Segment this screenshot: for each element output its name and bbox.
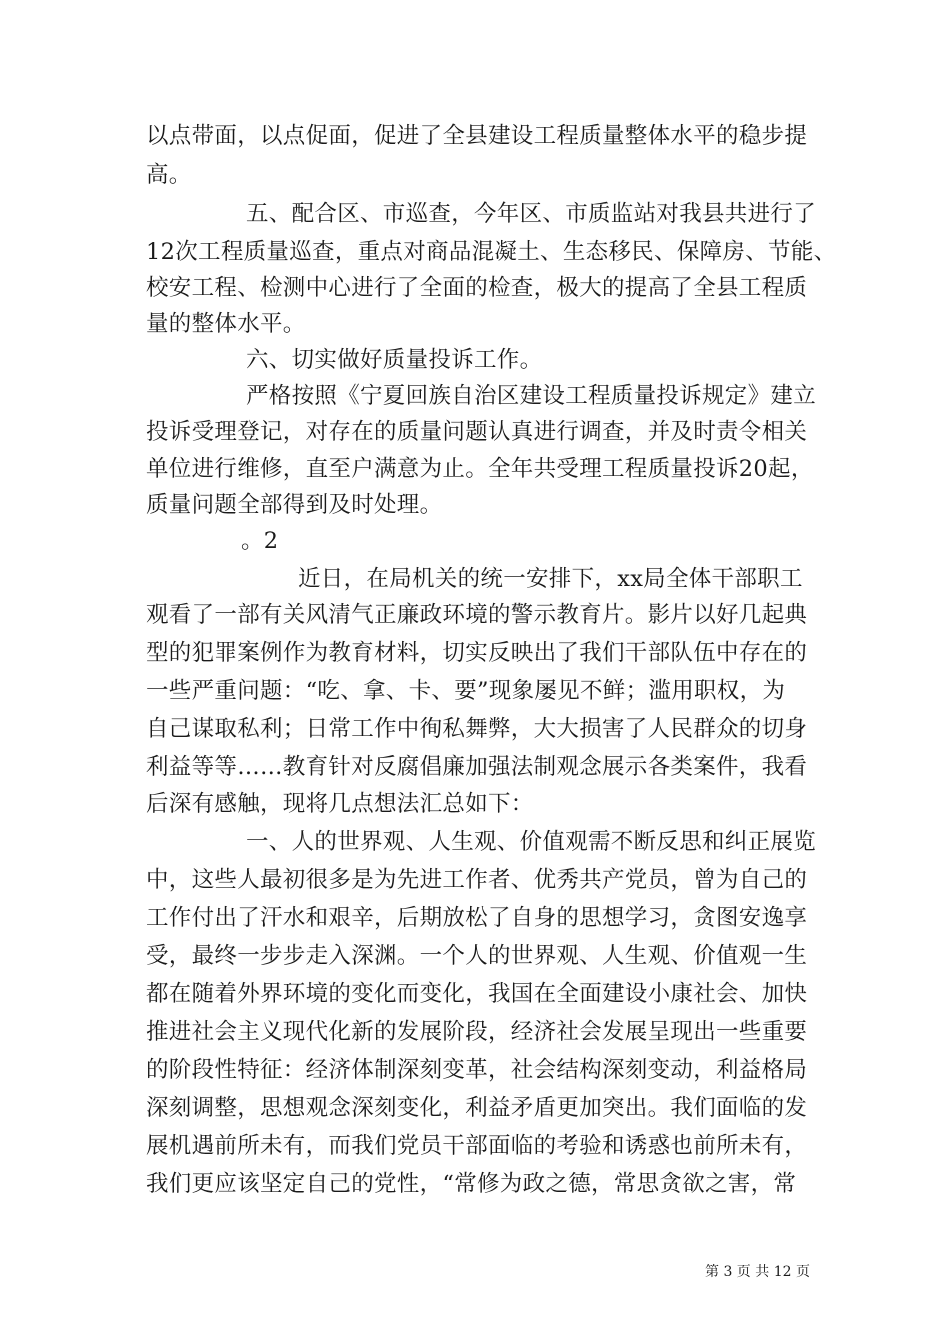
text-line: 校安工程、检测中心进行了全面的检查，极大的提高了全县工程质: [146, 275, 808, 301]
text-line: 量的整体水平。: [146, 311, 306, 337]
text-line: 利益等等……教育针对反腐倡廉加强法制观念展示各类案件，我看: [146, 754, 808, 780]
section-heading: 六、切实做好质量投诉工作。: [246, 347, 543, 373]
text-line: 以点带面，以点促面，促进了全县建设工程质量整体水平的稳步提: [146, 123, 808, 149]
text-line: 单位进行维修，直至户满意为止。全年共受理工程质量投诉20起，: [146, 456, 814, 482]
text-line: 质量问题全部得到及时处理。: [146, 492, 443, 518]
text-line: 严格按照《宁夏回族自治区建设工程质量投诉规定》建立: [246, 383, 817, 409]
text-line: 深刻调整，思想观念深刻变化，利益矛盾更加突出。我们面临的发: [146, 1095, 808, 1121]
text-line: 中，这些人最初很多是为先进工作者、优秀共产党员，曾为自己的: [146, 867, 808, 893]
text-line: 我们更应该坚定自己的党性，“常修为政之德，常思贪欲之害，常: [146, 1171, 797, 1197]
text-line: 投诉受理登记，对存在的质量问题认真进行调查，并及时责令相关: [146, 419, 808, 445]
text-line: 12次工程质量巡查，重点对商品混凝土、生态移民、保障房、节能、: [146, 239, 837, 265]
text-line: 型的犯罪案例作为教育材料，切实反映出了我们干部队伍中存在的: [146, 640, 808, 666]
text-line: 推进社会主义现代化新的发展阶段，经济社会发展呈现出一些重要: [146, 1019, 808, 1045]
text-line: 。2: [241, 528, 279, 554]
text-line: 后深有感触，现将几点想法汇总如下：: [146, 791, 534, 817]
page-number-footer: 第 3 页 共 12 页: [705, 1264, 810, 1280]
text-line: 一、人的世界观、人生观、价值观需不断反思和纠正展览: [246, 829, 817, 855]
text-line: 受，最终一步步走入深渊。一个人的世界观、人生观、价值观一生: [146, 943, 808, 969]
text-line: 一些严重问题：“吃、拿、卡、要”现象屡见不鲜；滥用职权，为: [146, 678, 786, 704]
text-line: 五、配合区、市巡查，今年区、市质监站对我县共进行了: [246, 201, 817, 227]
text-line: 观看了一部有关风清气正廉政环境的警示教育片。影片以好几起典: [146, 602, 808, 628]
text-line: 高。: [146, 162, 192, 188]
text-line: 的阶段性特征：经济体制深刻变革，社会结构深刻变动，利益格局: [146, 1057, 808, 1083]
text-line: 展机遇前所未有，而我们党员干部面临的考验和诱惑也前所未有，: [146, 1133, 808, 1159]
text-line: 自己谋取私利；日常工作中徇私舞弊，大大损害了人民群众的切身: [146, 716, 808, 742]
text-line: 工作付出了汗水和艰辛，后期放松了自身的思想学习，贪图安逸享: [146, 905, 808, 931]
text-line: 近日，在局机关的统一安排下，xx局全体干部职工: [298, 566, 803, 592]
text-line: 都在随着外界环境的变化而变化，我国在全面建设小康社会、加快: [146, 981, 808, 1007]
